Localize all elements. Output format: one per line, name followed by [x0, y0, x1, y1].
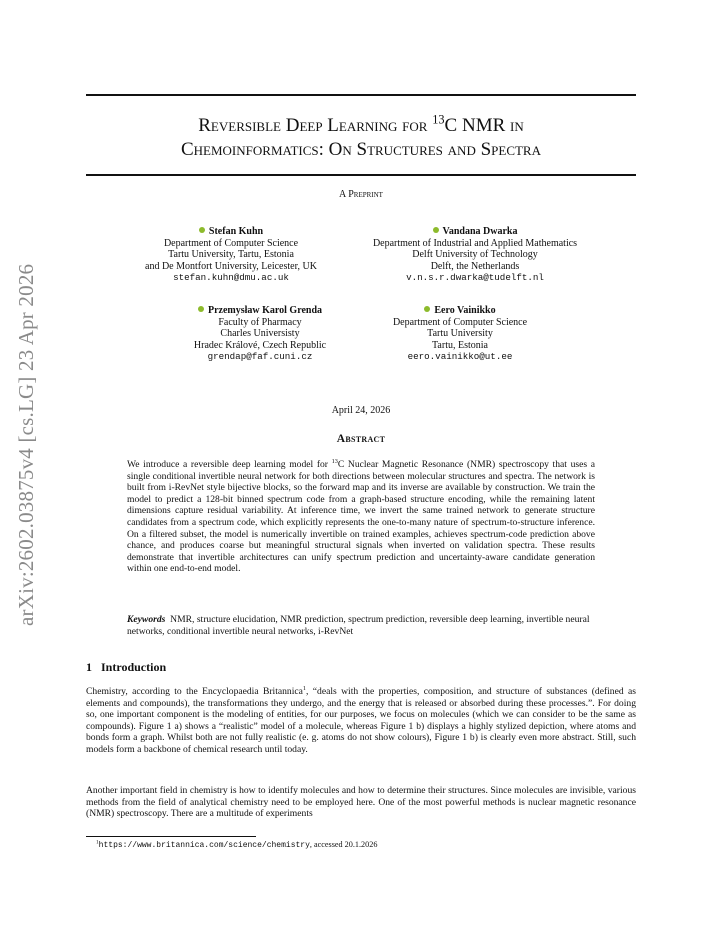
intro-paragraph: Chemistry, according to the Encyclopaedia Britannica$^1$, “deals with the properties, composition, and structure of substances (defined as elements and compounds), the transformations they undergo, and the energy that is released or absorbed during these processes.”. For doing so, one important component is the modeling of entities, for our purposes, we focus on molecules (which we can consider to be the same as compounds). Figure 1 a) shows a “realistic” model of a molecule, whereas Figure 1 b) displays a highly stylized depiction, where atoms and bonds form a graph. Whilst both are not fully realistic (e. g. atoms do not show colours), Figure 1 b) is clearly even more abstract. Still, such models form a backbone of chemical research until today.	[86, 684, 637, 755]
title-bottom-rule	[86, 174, 636, 176]
author-block: Eero Vainikko Department of Computer Science Tartu University Tartu, Estonia eero.vainikko@ut.ee	[370, 305, 550, 363]
footnote-ref[interactable]: 1	[302, 684, 307, 692]
keywords: Keywords NMR, structure elucidation, NMR prediction, spectrum prediction, reversible deep learning, invertible neural networks, conditional invertible neural networks, i-RevNet	[127, 614, 590, 637]
abstract-text: We introduce a reversible deep learning model for $^{13}$C Nuclear Magnetic Resonance (NMR) spectroscopy that uses a single conditional invertible neural network for both directions between molecular structures and spectra. The network is built from i-RevNet style bijective blocks, so the forward map and its inverse are available by construction. We train the model to predict a 128-bit binned spectrum code from a graph-based structure encoding, while the remaining latent dimensions capture residual variability. At inference time, we invert the same trained network to generate structure candidates from a spectrum code, which explicitly represents the one-to-many nature of spectrum-to-structure inference. On a filtered subset, the model is numerically invertible on trained examples, achieves spectrum-code prediction above chance, and produces coarse but meaningful structural signals when inverted on validation spectra. These results demonstrate that invertible architectures can unify spectrum prediction and uncertainty-aware candidate generation within one end-to-end model.	[127, 457, 595, 575]
orcid-icon[interactable]	[424, 306, 430, 312]
footnote-rule	[86, 836, 256, 837]
footnote: $^1$https://www.britannica.com/science/chemistry, accessed 20.1.2026	[96, 839, 378, 850]
author-block: Vandana Dwarka Department of Industrial and Applied Mathematics Delft University of Technology Delft, the Netherlands v.n.s.r.dwarka@tudelft.nl	[350, 226, 600, 284]
author-block: Stefan Kuhn Department of Computer Science Tartu University, Tartu, Estonia and De Montfort University, Leicester, UK stefan.kuhn@dmu.ac.uk	[126, 226, 336, 284]
abstract-heading: Abstract	[336, 433, 386, 445]
paper-title: Reversible Deep Learning for $^{13}$C NMR in Chemoinformatics: On Structures and Spectra	[180, 112, 541, 160]
top-rule	[86, 94, 636, 96]
intro-paragraph: Another important field in chemistry is how to identify molecules and how to determine their structures. Since molecules are invisible, various methods from the field of analytical chemistry need to be employed here. One of the most powerful methods is nuclear magnetic resonance (NMR) spectroscopy. There are a multitude of experiments	[86, 785, 636, 820]
footnote-url[interactable]: https://www.britannica.com/science/chemistry	[98, 841, 310, 850]
orcid-icon[interactable]	[433, 227, 439, 233]
author-email[interactable]: v.n.s.r.dwarka@tudelft.nl	[406, 272, 544, 283]
preprint-label: A Preprint	[339, 189, 383, 200]
author-block: Przemysław Karol Grenda Faculty of Pharmacy Charles Universisty Hradec Králové, Czech Republic grendap@faf.cuni.cz	[165, 305, 355, 363]
author-email[interactable]: eero.vainikko@ut.ee	[407, 351, 513, 362]
orcid-icon[interactable]	[198, 306, 204, 312]
author-email[interactable]: grendap@faf.cuni.cz	[207, 351, 313, 362]
paper-date: April 24, 2026	[331, 405, 391, 416]
orcid-icon[interactable]	[199, 227, 205, 233]
arxiv-sidebar-stamp: arXiv:2602.03875v4 [cs.LG] 23 Apr 2026	[14, 263, 38, 626]
section-heading: 1 Introduction	[86, 660, 167, 674]
author-email[interactable]: stefan.kuhn@dmu.ac.uk	[173, 272, 289, 283]
